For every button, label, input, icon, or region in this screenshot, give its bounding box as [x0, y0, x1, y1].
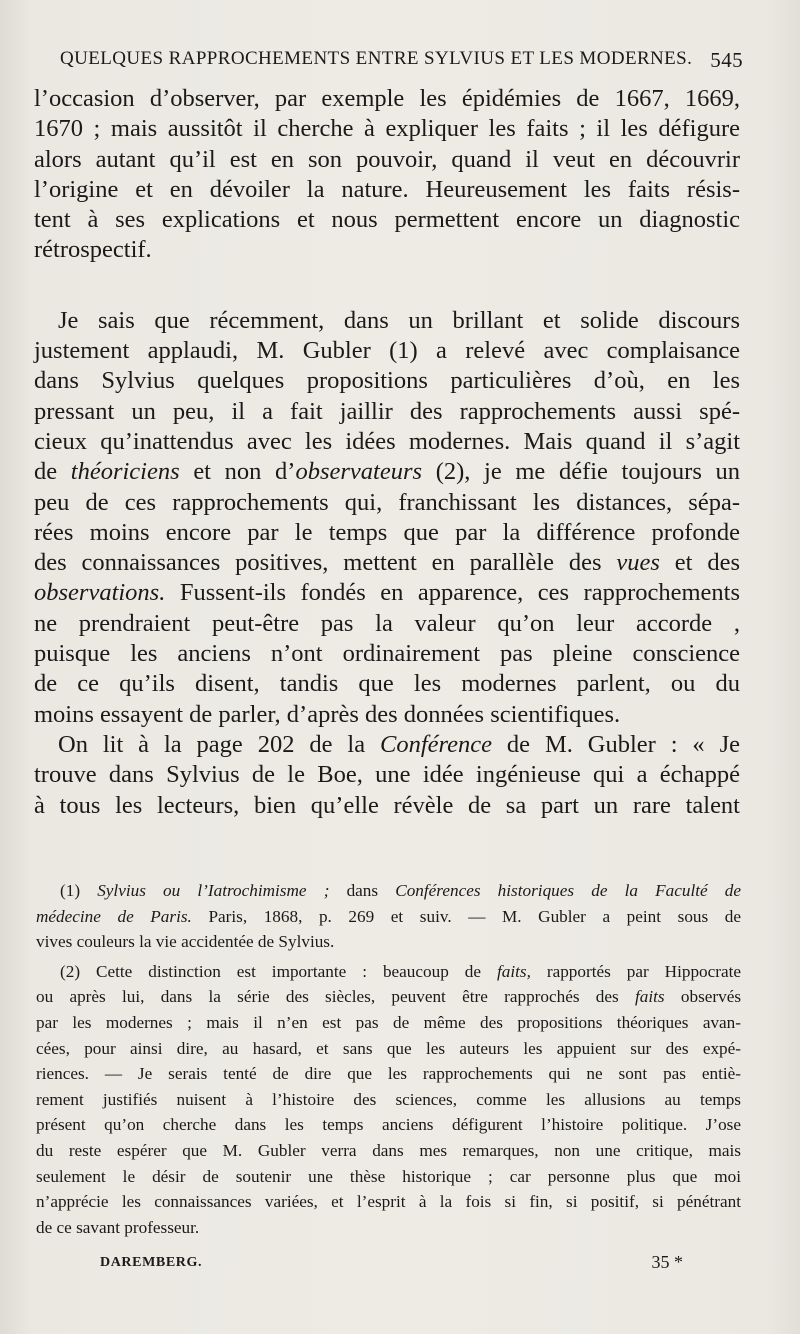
- text-line: [34, 457, 740, 487]
- text-line: [34, 730, 740, 760]
- italic-run: Conférences historiques de la Faculté de: [395, 881, 742, 900]
- footnote-line: du reste espérer que M. Gubler verra dans mes remarques, non une critique, mais: [36, 1140, 741, 1160]
- text-run: de M. Gubler : « Je: [506, 730, 740, 758]
- paragraph-gap: [34, 266, 740, 306]
- sheet-mark: 35 *: [651, 1252, 683, 1272]
- running-title: QUELQUES RAPPROCHEMENTS ENTRE SYLVIUS ET LES MODERNES.: [60, 48, 693, 69]
- text-run: (2) Cette distinction est importante : beaucoup de: [60, 961, 481, 981]
- signature-author: DAREMBERG.: [100, 1255, 203, 1270]
- footnotes: [36, 878, 741, 1240]
- text-line: [34, 548, 740, 578]
- text-run: Paris, 1868, p. 269 et suiv. — M. Gubler a peint sous de: [208, 906, 742, 926]
- text-line: trouve dans Sylvius de le Boe, une idée ingénieuse qui a échappé: [34, 761, 740, 789]
- text-line: de ce qu’ils disent, tandis que les modernes parlent, ou du: [34, 670, 740, 698]
- page-number: 545: [710, 48, 743, 72]
- running-header: [60, 48, 743, 73]
- text-line: puisque les anciens n’ont ordinairement pas pleine conscience: [34, 640, 740, 668]
- text-line: peu de ces rapprochements qui, franchissant les distances, sépa-: [34, 488, 740, 516]
- footnote-line: par les modernes ; mais il n’en est pas de même des propositions théoriques avan-: [36, 1012, 741, 1032]
- text-run: On lit à la page 202 de la: [58, 730, 366, 758]
- footnote-line: [36, 878, 741, 904]
- text-run: et non d’: [193, 458, 296, 486]
- footnote-line: rement justifiés nuisent à l’histoire des sciences, comme les allusions au temps: [36, 1089, 741, 1109]
- footnote-line: [36, 904, 741, 930]
- footnote-line: de ce savant professeur.: [36, 1217, 200, 1237]
- text-run: dans: [346, 881, 379, 900]
- text-line: rétrospectif.: [34, 236, 152, 264]
- text-line: 1670 ; mais aussitôt il cherche à expliquer les faits ; il les défigure: [34, 115, 740, 143]
- main-text: [34, 84, 740, 821]
- footnote-line: riences. — Je serais tenté de dire que les rapprochements qui ne sont pas entiè-: [36, 1064, 741, 1084]
- footnote-line: [36, 959, 741, 985]
- footnote-line: [36, 984, 741, 1010]
- footnote-line: cées, pour ainsi dire, au hasard, et sans que les auteurs les appuient sur des expé-: [36, 1038, 741, 1058]
- italic-run: Conférence: [379, 730, 493, 758]
- italic-run: médecine de Paris.: [36, 906, 192, 926]
- text-line: moins essayent de parler, d’après des données scientifiques.: [34, 700, 621, 728]
- text-run: ou après lui, dans la série des siècles, peuvent être rapprochés des: [36, 987, 619, 1007]
- italic-run: faits: [634, 987, 665, 1007]
- footnote-line: présent qu’on cherche dans les temps anciens défigurent l’histoire politique. J’ose: [36, 1115, 741, 1135]
- footnote-line: seulement le désir de soutenir une thèse historique ; car personne plus que moi: [36, 1166, 741, 1186]
- text-line: l’occasion d’observer, par exemple les épidémies de 1667, 1669,: [34, 85, 740, 112]
- text-line: à tous les lecteurs, bien qu’elle révèle de sa part un rare talent: [34, 791, 740, 819]
- italic-run: Sylvius ou l’Iatrochimisme ;: [97, 881, 330, 900]
- text-run: observés: [680, 987, 742, 1007]
- printer-signature: [100, 1252, 683, 1273]
- text-run: de: [34, 458, 58, 486]
- text-run: (2), je me défie toujours un: [435, 458, 741, 486]
- text-line: dans Sylvius quelques propositions particulières d’où, en les: [34, 367, 740, 395]
- text-line: ne prendraient peut-être pas la valeur qu’on leur accorde ,: [34, 609, 740, 637]
- text-line: Je sais que récemment, dans un brillant et solide discours: [58, 306, 740, 334]
- italic-run: observations.: [34, 579, 166, 607]
- footnote-line: n’apprécie les connaissances variées, et l’esprit à la fois si fin, si positif, si pénétrant: [36, 1192, 741, 1212]
- footnote-marker: (1): [60, 881, 81, 900]
- text-run: Fussent-ils fondés en apparence, ces rapprochements: [179, 579, 740, 607]
- text-run: rapportés par Hippocrate: [546, 961, 742, 981]
- text-line: [34, 578, 740, 608]
- text-line: cieux qu’inattendus avec les idées modernes. Mais quand il s’agit: [34, 427, 740, 455]
- text-line: alors autant qu’il est en son pouvoir, quand il veut en découvrir: [34, 145, 740, 173]
- italic-run: faits,: [496, 961, 531, 981]
- footnote-line: vives couleurs la vie accidentée de Sylvius.: [36, 932, 335, 952]
- text-line: l’origine et en dévoiler la nature. Heureusement les faits résis-: [34, 175, 740, 203]
- text-line: rées moins encore par le temps que par la différence profonde: [34, 518, 740, 546]
- text-line: tent à ses explications et nous permettent encore un diagnostic: [34, 206, 740, 234]
- italic-run: théoriciens: [70, 458, 180, 486]
- italic-run: vues: [616, 549, 660, 577]
- text-run: des connaissances positives, mettent en parallèle des: [34, 549, 602, 577]
- text-line: justement applaudi, M. Gubler (1) a relevé avec complaisance: [34, 337, 740, 365]
- text-line: pressant un peu, il a fait jaillir des rapprochements aussi spé-: [34, 397, 740, 425]
- text-run: et des: [674, 549, 741, 577]
- italic-run: observateurs: [295, 458, 423, 486]
